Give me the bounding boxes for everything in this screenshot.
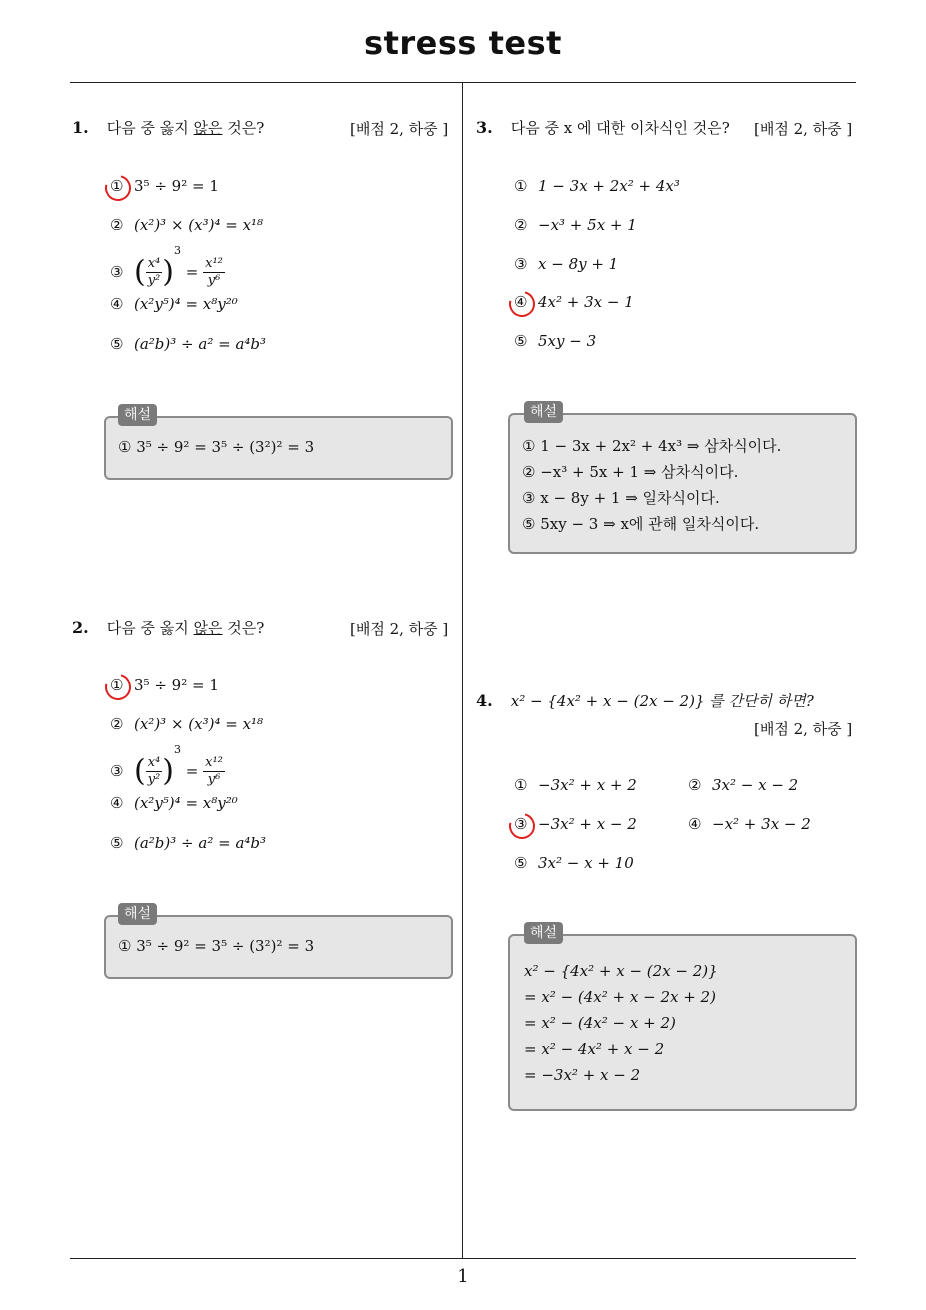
choice-3[interactable]: ③ x − 8y + 1: [514, 255, 619, 273]
score-label: [배점 2, 하중 ]: [754, 120, 853, 138]
score-label: [배점 2, 하중 ]: [754, 720, 853, 738]
choice-1[interactable]: ① 3⁵ ÷ 9² = 1: [110, 177, 219, 195]
choice-1[interactable]: ① 3⁵ ÷ 9² = 1: [110, 676, 219, 694]
choice-5[interactable]: ⑤ 5xy − 3: [514, 332, 597, 350]
question-text: 다음 중 x 에 대한 이차식인 것은?: [510, 119, 730, 137]
solution-line: x² − {4x² + x − (2x − 2)}: [524, 962, 718, 980]
choice-4[interactable]: ④ (x²y⁵)⁴ = x⁸y²⁰: [110, 794, 238, 812]
choice-3[interactable]: ③ −3x² + x − 2: [514, 815, 637, 833]
column-divider: [462, 82, 463, 1259]
page-number: 1: [457, 1266, 469, 1287]
top-rule: [70, 82, 856, 83]
choice-4[interactable]: ④ (x²y⁵)⁴ = x⁸y²⁰: [110, 295, 238, 313]
solution-line: = x² − (4x² + x − 2x + 2): [524, 988, 716, 1006]
solution-line: = −3x² + x − 2: [524, 1066, 641, 1084]
question-1: [72, 117, 264, 138]
choice-1[interactable]: ① 1 − 3x + 2x² + 4x³: [514, 177, 680, 195]
solution-line: ② −x³ + 5x + 1 ⇒ 삼차식이다.: [522, 463, 739, 481]
choice-2[interactable]: ② (x²)³ × (x³)⁴ = x¹⁸: [110, 216, 264, 234]
question-number: 4.: [476, 691, 493, 710]
choice-5[interactable]: ⑤ 3x² − x + 10: [514, 854, 634, 872]
question-number: 1.: [72, 118, 89, 137]
solution-line: ⑤ 5xy − 3 ⇒ x에 관해 일차식이다.: [522, 515, 760, 533]
question-text: 다음 중 옳지 않은 것은?: [106, 119, 265, 137]
choice-5[interactable]: ⑤ (a²b)³ ÷ a² = a⁴b³: [110, 335, 267, 353]
choice-4[interactable]: ④ 4x² + 3x − 1: [514, 293, 634, 311]
choice-5[interactable]: ⑤ (a²b)³ ÷ a² = a⁴b³: [110, 834, 267, 852]
question-number: 2.: [72, 618, 89, 637]
solution-tag: 해설: [118, 903, 157, 925]
question-text: x² − {4x² + x − (2x − 2)} 를 간단히 하면?: [510, 692, 814, 710]
solution-line: ① 1 − 3x + 2x² + 4x³ ⇒ 삼차식이다.: [522, 437, 782, 455]
solution-line: = x² − 4x² + x − 2: [524, 1040, 665, 1058]
choice-3[interactable]: ③ ( $\frac{\text{x⁴}}{\text{y²}}$ )$^3$ = $\frac{\text{x¹²}}{\text{y⁶}}$: [110, 244, 223, 290]
question-4: [476, 690, 814, 711]
score-label: [배점 2, 하중 ]: [350, 620, 449, 638]
page-title: stress test: [364, 24, 562, 62]
question-2: [72, 617, 264, 638]
question-number: 3.: [476, 118, 493, 137]
solution-text: ① 3⁵ ÷ 9² = 3⁵ ÷ (3²)² = 3: [118, 438, 315, 456]
bottom-rule: [70, 1258, 856, 1259]
choice-3[interactable]: ③ ( $\frac{\text{x⁴}}{\text{y²}}$ )$^3$ = $\frac{\text{x¹²}}{\text{y⁶}}$: [110, 743, 223, 789]
score-label: [배점 2, 하중 ]: [350, 120, 449, 138]
solution-line: = x² − (4x² − x + 2): [524, 1014, 676, 1032]
choice-2[interactable]: ② 3x² − x − 2: [688, 776, 799, 794]
solution-line: ③ x − 8y + 1 ⇒ 일차식이다.: [522, 489, 720, 507]
solution-text: ① 3⁵ ÷ 9² = 3⁵ ÷ (3²)² = 3: [118, 937, 315, 955]
choice-4[interactable]: ④ −x² + 3x − 2: [688, 815, 811, 833]
choice-1[interactable]: ① −3x² + x + 2: [514, 776, 637, 794]
choice-2[interactable]: ② −x³ + 5x + 1: [514, 216, 637, 234]
solution-tag: 해설: [118, 404, 157, 426]
question-3: [476, 117, 730, 138]
choice-2[interactable]: ② (x²)³ × (x³)⁴ = x¹⁸: [110, 715, 264, 733]
solution-tag: 해설: [524, 922, 563, 944]
question-text: 다음 중 옳지 않은 것은?: [106, 619, 265, 637]
solution-tag: 해설: [524, 401, 563, 423]
